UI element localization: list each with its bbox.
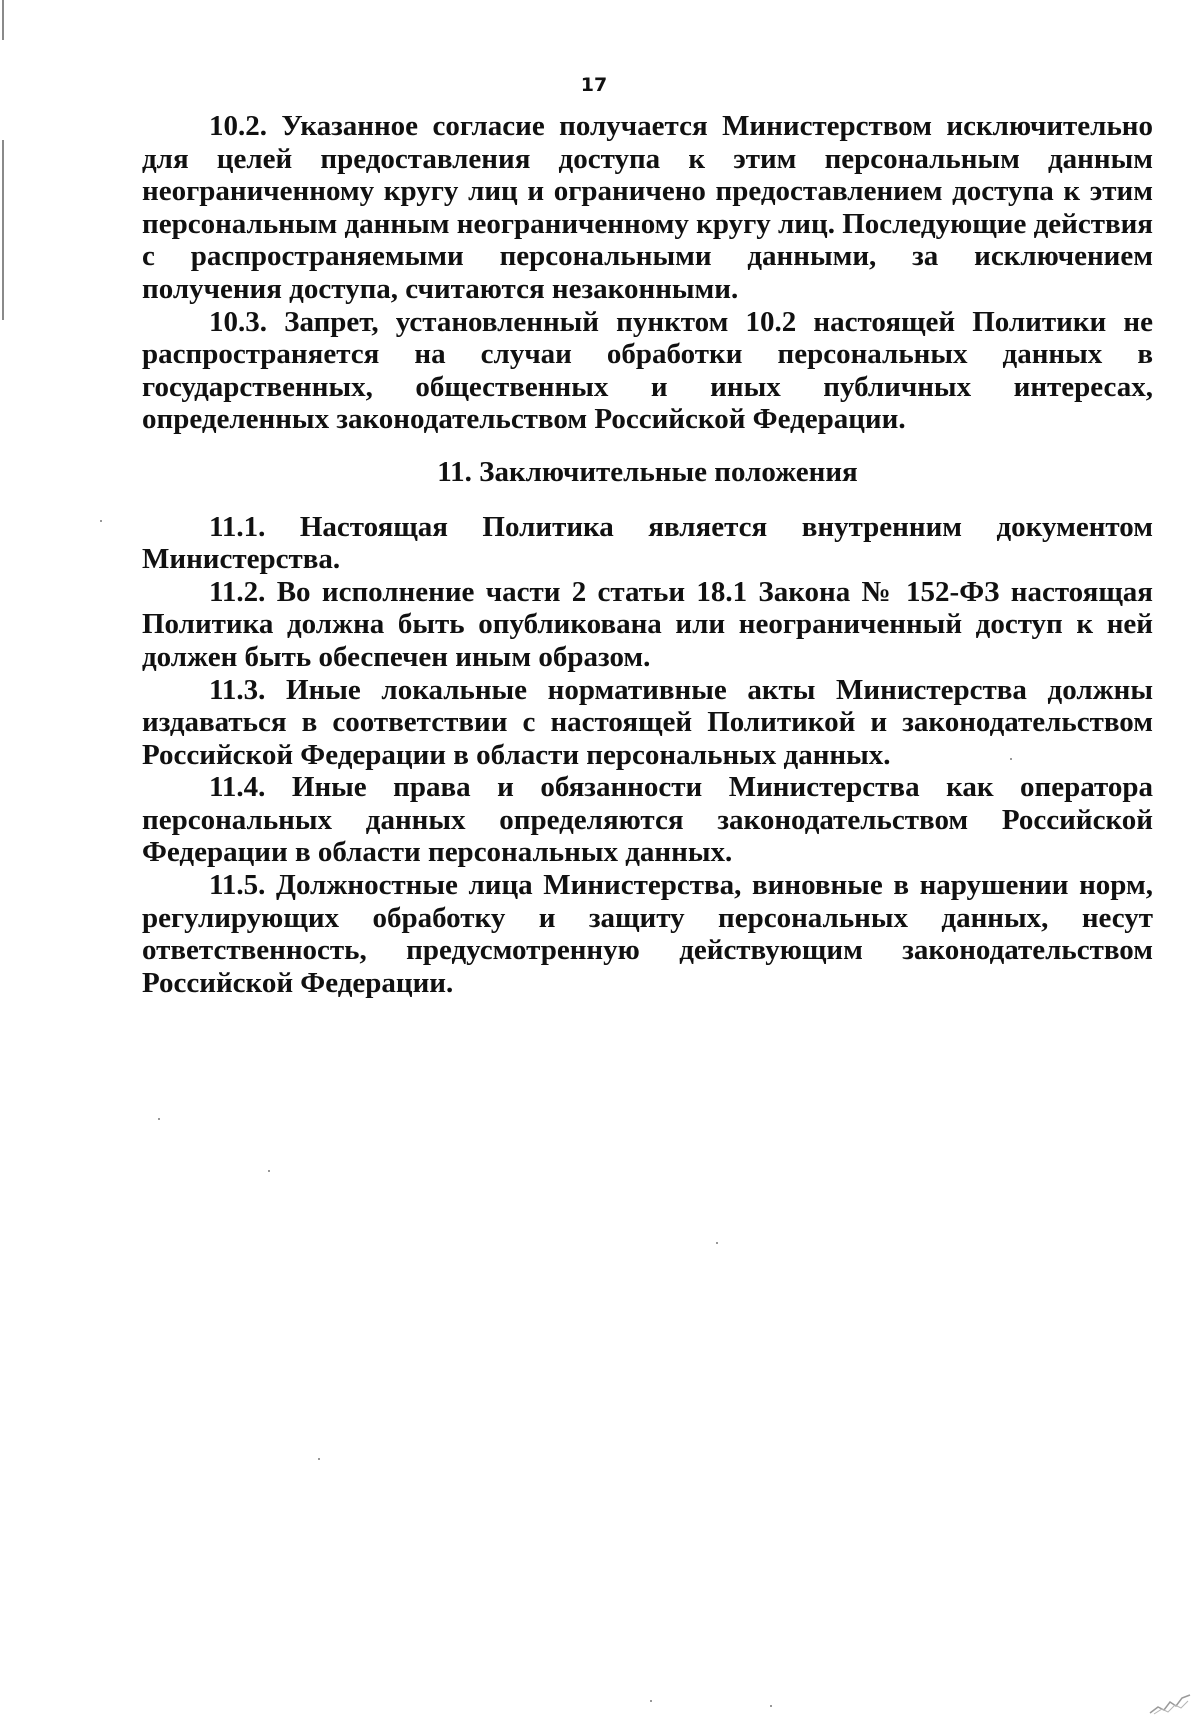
paragraph-11-3: 11.3. Иные локальные нормативные акты Министерства должны издаваться в соответствии с настоящей Политикой и законодательством Российской Федерации в области персональных данных. bbox=[142, 673, 1153, 771]
scan-edge-mark bbox=[2, 140, 4, 320]
scan-speck bbox=[158, 1118, 160, 1120]
scan-speck bbox=[1010, 758, 1012, 760]
scan-speck bbox=[770, 1705, 772, 1707]
scan-speck bbox=[100, 520, 102, 522]
scan-speck bbox=[318, 1458, 320, 1460]
document-body bbox=[142, 110, 1153, 999]
scan-speck bbox=[268, 1170, 270, 1172]
paragraph-10-2: 10.2. Указанное согласие получается Министерством исключительно для целей предоставления доступа к этим персональным данным неограниченному кругу лиц и ограничено предоставлением доступа к этим персональным данным неограниченному кругу лиц. Последующие действия с распространяемыми персональными данными, за исключением получения доступа, считаются незаконными. bbox=[142, 110, 1153, 305]
paragraph-11-4: 11.4. Иные права и обязанности Министерства как оператора персональных данных определяются законодательством Российской Федерации в области персональных данных. bbox=[142, 771, 1153, 869]
paragraph-11-5: 11.5. Должностные лица Министерства, виновные в нарушении норм, регулирующих обработку и защиту персональных данных, несут ответственность, предусмотренную действующим законодательством Российской Федерации. bbox=[142, 869, 1153, 999]
scan-speck bbox=[716, 1242, 718, 1244]
paragraph-11-1: 11.1. Настоящая Политика является внутренним документом Министерства. bbox=[142, 510, 1153, 576]
page-number: 17 bbox=[580, 74, 608, 96]
scan-speck bbox=[650, 1700, 652, 1702]
paragraph-10-3: 10.3. Запрет, установленный пунктом 10.2 настоящей Политики не распространяется на случаи обработки персональных данных в государственных, общественных и иных публичных интересах, определенных законодательством Российской Федерации. bbox=[142, 305, 1153, 436]
scan-edge-mark bbox=[2, 0, 4, 40]
paragraph-11-2: 11.2. Во исполнение части 2 статьи 18.1 Закона № 152-ФЗ настоящая Политика должна быть опубликована или неограниченный доступ к ней должен быть обеспечен иным образом. bbox=[142, 575, 1153, 673]
section-heading: 11. Заключительные положения bbox=[437, 455, 858, 488]
scan-smudge-mark bbox=[1148, 1693, 1192, 1715]
